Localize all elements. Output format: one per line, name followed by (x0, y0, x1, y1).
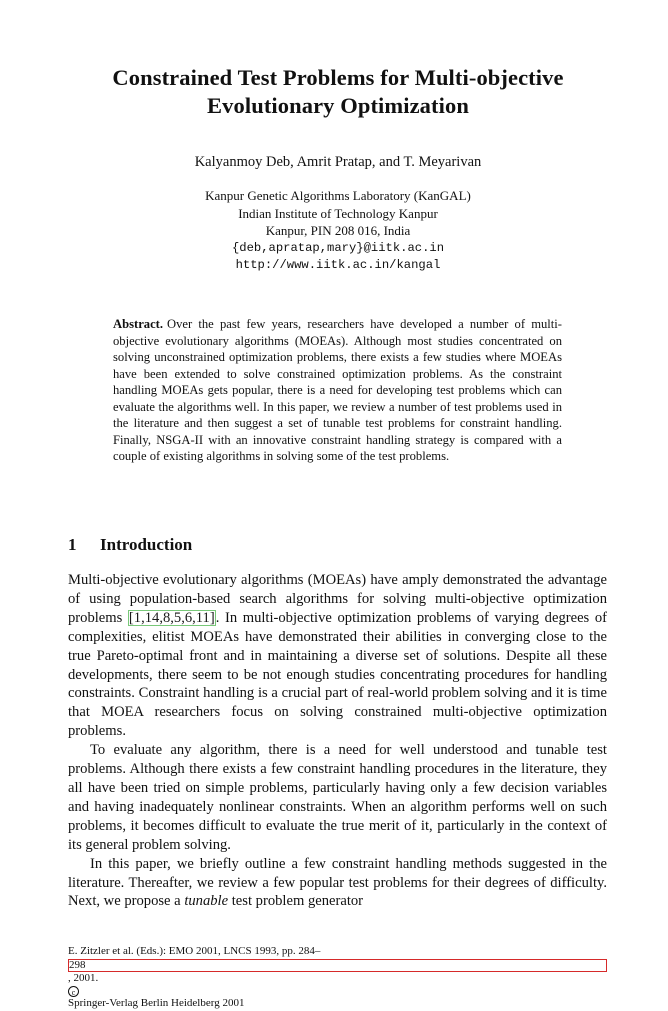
footer-line-1 (68, 945, 607, 986)
section-title: Introduction (100, 535, 193, 554)
section-number: 1 (68, 535, 77, 554)
title-line-1: Constrained Test Problems for Multi-objective (112, 65, 564, 90)
abstract-label: Abstract. (113, 317, 164, 331)
emphasis-tunable: tunable (184, 893, 229, 910)
title-line-2: Evolutionary Optimization (207, 93, 469, 118)
abstract (113, 316, 562, 465)
author-list: Kalyanmoy Deb, Amrit Pratap, and T. Meyarivan (194, 154, 482, 170)
paragraph-1-continuation: . In multi-objective optimization problems of varying degrees of complexities, elitist MOEAs have demonstrated their abilities in converging close to the true Pareto-optimal front and in maintaining a diverse set of solutions. Despite all these developments, there seem to be not enough studies concentrating procedures for handling constraints. Constraint handling is a crucial part of real-world problem solving and it is time that MOEA researchers focus on solving constrained multi-objective optimization problems. (68, 609, 607, 740)
footer-publication: E. Zitzler et al. (Eds.): EMO 2001, LNCS 1993, pp. 284– (68, 945, 321, 957)
citation-link[interactable]: [1,14,8,5,6,11] (128, 609, 215, 626)
introduction-body (68, 571, 607, 911)
footer-citation (68, 945, 607, 1010)
footer-line-2 (68, 986, 607, 1011)
section-heading-introduction (68, 534, 192, 556)
affiliation-block (40, 187, 636, 275)
copyright-icon: c (68, 986, 79, 997)
footer-publisher: Springer-Verlag Berlin Heidelberg 2001 (68, 996, 245, 1009)
paper-title (40, 64, 636, 120)
affiliation-city: Kanpur, PIN 208 016, India (265, 223, 411, 238)
paragraph-3-continuation: test problem generator (228, 893, 364, 910)
paragraph-2: To evaluate any algorithm, there is a need for well understood and tunable test problems. Although there exists a few constraint handling procedures in the literature, they all have been tried on simple problems, particularly having only a few decision variables and having inadequately nonlinear constraints. When an algorithm performs well on such problems, it becomes difficult to evaluate the true merit of it, particularly in the context of its general problem solving. (68, 742, 607, 853)
paragraph-1-text: Multi-objective evolutionary algorithms (MOEAs) have amply demonstrated the advantage of using population-based search algorithms for solving multi-objective optimization problems (68, 572, 607, 626)
footer-year: , 2001. (68, 972, 99, 984)
lab-url-link[interactable]: http://www.iitk.ac.in/kangal (235, 258, 441, 272)
affiliation-institute: Indian Institute of Technology Kanpur (238, 205, 438, 221)
paragraph-3 (68, 855, 607, 912)
paragraph-1 (68, 571, 607, 741)
author-emails: {deb,apratap,mary}@iitk.ac.in (231, 240, 445, 255)
end-page-link[interactable]: 298 (68, 959, 607, 973)
paragraph-3-text: In this paper, we briefly outline a few constraint handling methods suggested in the literature. Thereafter, we review a few popular test problems for their degrees of difficulty. Next, we propose a (68, 855, 607, 910)
affiliation-lab: Kanpur Genetic Algorithms Laboratory (KanGAL) (205, 188, 471, 203)
abstract-text: Over the past few years, researchers have developed a number of multi-objective evolutionary algorithms (MOEAs). Although most studies concentrated on solving unconstrained optimization problems, there exists a few studies where MOEAs have been extended to solve constrained optimization problems. As the constraint handling MOEAs gets popular, there is a need for developing test problems which can evaluate the algorithms well. In this paper, we review a number of test problems used in the literature and then suggest a set of tunable test problems for constraint handling. Finally, NSGA-II with an innovative constraint handling strategy is compared with a couple of existing algorithms in solving some of the test problems. (113, 317, 562, 463)
